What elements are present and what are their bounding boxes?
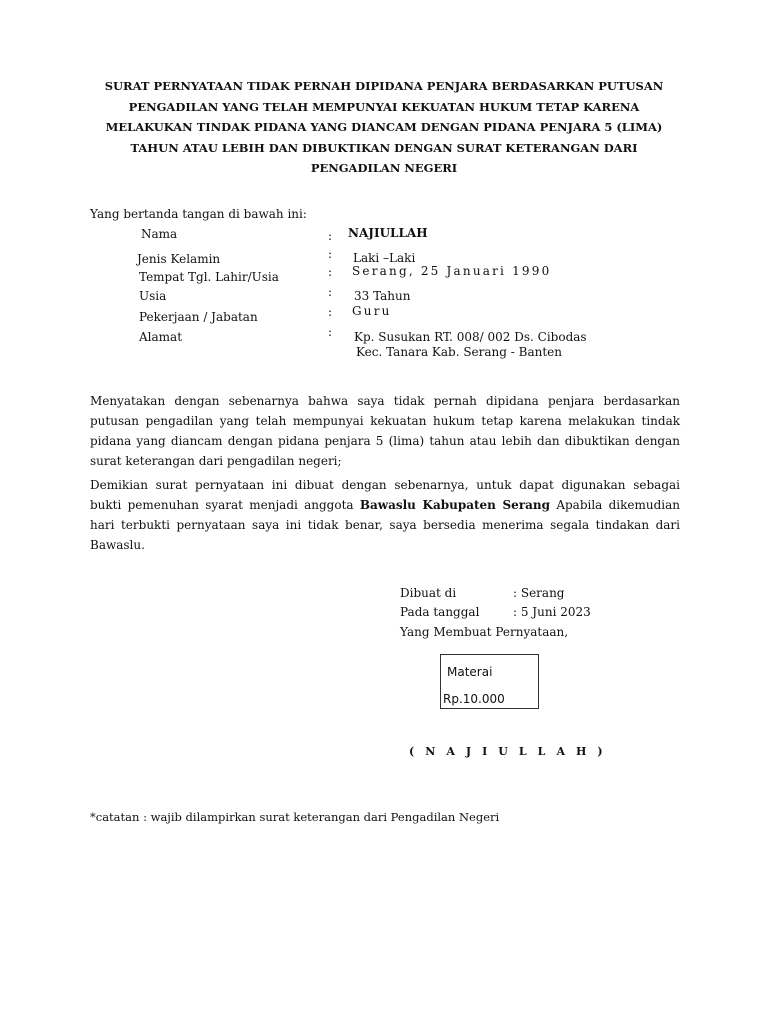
title-line: MELAKUKAN TINDAK PIDANA YANG DIANCAM DENGAN PIDANA PENJARA 5 (LIMA) — [105, 120, 663, 134]
field-colon: : — [328, 325, 333, 339]
organization-name: Bawaslu Kabupaten Serang — [359, 498, 551, 512]
field-value-pekerjaan: Guru — [352, 304, 392, 318]
paragraph-line: pidana yang diancam dengan pidana penjara 5 (lima) tahun atau lebih dan dibuktikan dengan — [90, 434, 680, 448]
stamp-box — [440, 654, 539, 709]
field-label-usia: Usia — [139, 289, 167, 303]
intro-text: Yang bertanda tangan di bawah ini: — [90, 207, 307, 221]
title-line: SURAT PERNYATAAN TIDAK PERNAH DIPIDANA PENJARA BERDASARKAN PUTUSAN — [104, 79, 664, 93]
stamp-label: Materai — [447, 665, 493, 679]
statement-paragraph — [90, 391, 680, 471]
paragraph-line: Menyatakan dengan sebenarnya bahwa saya tidak pernah dipidana penjara berdasarkan — [90, 394, 680, 408]
field-label-jenis-kelamin: Jenis Kelamin — [137, 252, 221, 266]
stamp-value: Rp.10.000 — [443, 692, 505, 706]
place-value: : Serang — [513, 586, 565, 600]
maker-label: Yang Membuat Pernyataan, — [400, 625, 569, 639]
date-label: Pada tanggal — [400, 605, 480, 619]
field-colon: : — [328, 265, 333, 279]
footnote: *catatan : wajib dilampirkan surat keterangan dari Pengadilan Negeri — [90, 810, 500, 824]
paragraph-line-with-emphasis — [90, 495, 680, 515]
field-label-tempat-tgl-lahir: Tempat Tgl. Lahir/Usia — [139, 270, 279, 284]
field-value-alamat-line2: Kec. Tanara Kab. Serang - Banten — [356, 345, 562, 359]
field-value-jenis-kelamin: Laki –Laki — [353, 251, 416, 265]
title-line: PENGADILAN NEGERI — [310, 161, 458, 175]
signer-name: ( N A J I U L L A H ) — [409, 745, 607, 758]
paragraph-line: putusan pengadilan yang telah mempunyai kekuatan hukum tetap karena melakukan tindak — [90, 414, 680, 428]
field-label-pekerjaan: Pekerjaan / Jabatan — [139, 310, 258, 324]
field-value-nama: NAJIULLAH — [348, 226, 428, 240]
field-colon: : — [328, 305, 333, 319]
field-value-usia: 33 Tahun — [354, 289, 411, 303]
closing-paragraph — [90, 475, 680, 555]
field-colon: : — [328, 229, 333, 243]
paragraph-line: surat keterangan dari pengadilan negeri; — [90, 454, 342, 468]
date-value: : 5 Juni 2023 — [513, 605, 591, 619]
field-label-nama: Nama — [141, 227, 178, 241]
field-colon: : — [328, 247, 333, 261]
place-label: Dibuat di — [400, 586, 457, 600]
field-value-tempat-tgl-lahir: Serang, 25 Januari 1990 — [352, 264, 552, 278]
title-line: TAHUN ATAU LEBIH DAN DIBUKTIKAN DENGAN SURAT KETERANGAN DARI — [130, 140, 638, 155]
paragraph-text: bukti pemenuhan syarat menjadi anggota — [90, 498, 354, 512]
paragraph-text: Apabila dikemudian — [556, 498, 680, 512]
field-label-alamat: Alamat — [139, 330, 183, 344]
paragraph-line: Demikian surat pernyataan ini dibuat dengan sebenarnya, untuk dapat digunakan sebagai — [90, 478, 680, 492]
paragraph-line: hari terbukti pernyataan saya ini tidak benar, saya bersedia menerima segala tindakan dari — [90, 518, 680, 532]
field-colon: : — [328, 285, 333, 299]
paragraph-line: Bawaslu. — [90, 538, 145, 552]
document-title — [96, 76, 672, 179]
title-line: PENGADILAN YANG TELAH MEMPUNYAI KEKUATAN HUKUM TETAP KARENA — [128, 99, 640, 114]
field-value-alamat: Kp. Susukan RT. 008/ 002 Ds. Cibodas — [354, 330, 587, 344]
